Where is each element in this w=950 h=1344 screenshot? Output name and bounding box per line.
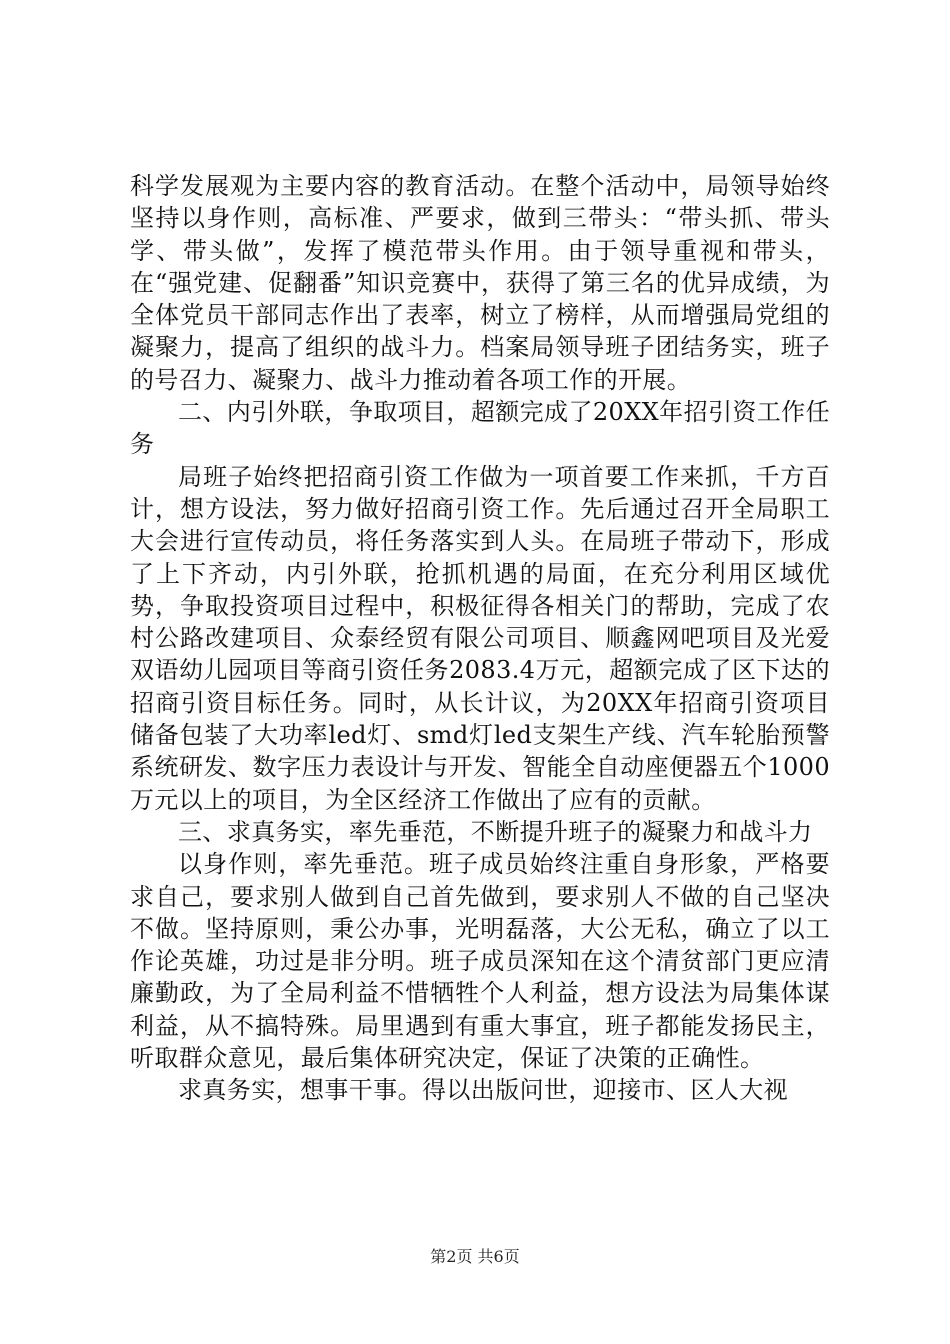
page-number-footer: 第2页 共6页	[430, 1247, 520, 1266]
paragraph-truth-seeking: 求真务实，想事干事。得以出版问世，迎接市、区人大视	[178, 1076, 788, 1105]
document-body	[130, 170, 830, 1107]
section-heading-2: 二、内引外联，争取项目，超额完成了20XX年招引资工作任务	[130, 398, 830, 459]
section-heading-3: 三、求真务实，率先垂范，不断提升班子的凝聚力和战斗力	[178, 817, 813, 846]
paragraph-1: 科学发展观为主要内容的教育活动。在整个活动中，局领导始终坚持以身作则，高标准、严要求，做到三带头：“带头抓、带头学、带头做”，发挥了模范带头作用。由于领导重视和带头，在“强党建、促翻番”知识竞赛中，获得了第三名的优异成绩，为全体党员干部同志作出了表率，树立了榜样，从而增强局党组的凝聚力，提高了组织的战斗力。档案局领导班子团结务实，班子的号召力、凝聚力、战斗力推动着各项工作的开展。	[130, 172, 830, 394]
paragraph-investment: 局班子始终把招商引资工作做为一项首要工作来抓，千方百计，想方设法，努力做好招商引资工作。先后通过召开全局职工大会进行宣传动员，将任务落实到人头。在局班子带动下，形成了上下齐动，内引外联，抢抓机遇的局面，在充分利用区域优势，争取投资项目过程中，积极征得各相关门的帮助，完成了农村公路改建项目、众泰经贸有限公司项目、顺鑫网吧项目及光爱双语幼儿园项目等商引资任务2083.4万元，超额完成了区下达的招商引资目标任务。同时，从长计议，为20XX年招商引资项目储备包装了大功率led灯、smd灯led支架生产线、汽车轮胎预警系统研发、数字压力表设计与开发、智能全自动座便器五个1000万元以上的项目，为全区经济工作做出了应有的贡献。	[130, 462, 830, 814]
paragraph-example: 以身作则，率先垂范。班子成员始终注重自身形象，严格要求自己，要求别人做到自己首先做到，要求别人不做的自己坚决不做。坚持原则，秉公办事，光明磊落，大公无私，确立了以工作论英雄，功过是非分明。班子成员深知在这个清贫部门更应清廉勤政，为了全局利益不惜牺牲个人利益，想方设法为局集体谋利益，从不搞特殊。局里遇到有重大事宜，班子都能发扬民主，听取群众意见，最后集体研究决定，保证了决策的正确性。	[130, 850, 830, 1073]
